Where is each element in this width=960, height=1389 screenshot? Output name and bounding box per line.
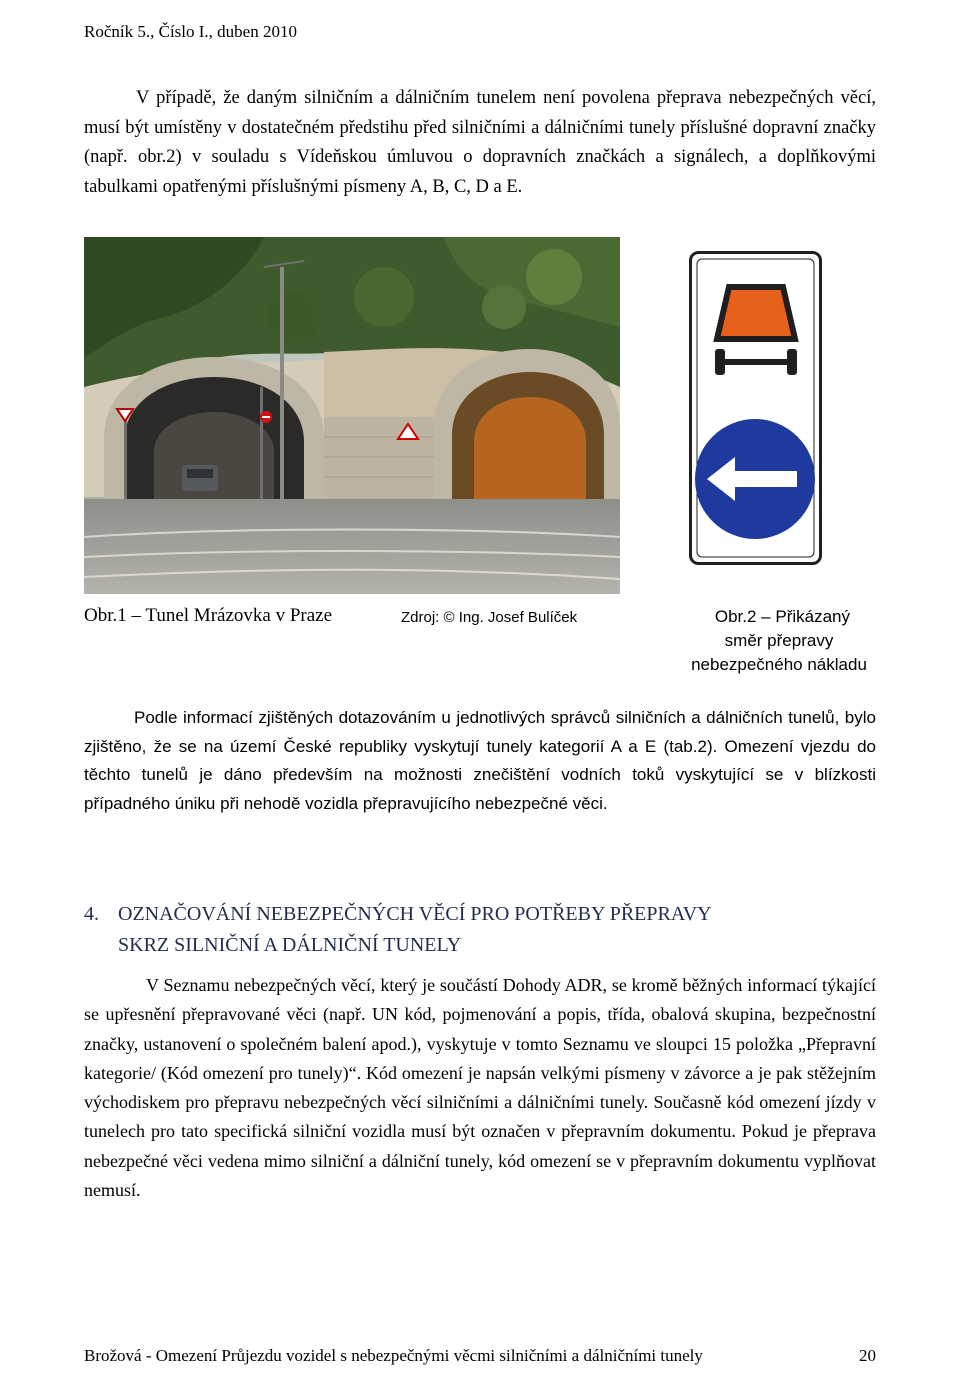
paragraph-adr: V Seznamu nebezpečných věcí, který je součástí Dohody ADR, se kromě běžných informací týkající se upřesnění přepravované věci (např. UN kód, pojmenování a popis, třída, obalová skupina, bezpečnostní značky, ustanovení o společném balení apod.), vyskytuje v tomto Seznamu ve sloupci 15 položka „Přepravní kategorie/ (Kód omezení pro tunely)“. Kód omezení je napsán velkými písmeny v závorce a je pak stěžejním východiskem pro přepravu nebezpečných věcí silničními a dálničními tunely. Současně kód omezení jízdy v tunelech pro tato specifická silniční vozidla musí být označen v přepravním dokumentu. Pokud je přeprava nebezpečné věci vedena mimo silniční a dálniční tunely, kód omezení se v přepravním dokumentu vyplňovat nemusí.	[84, 975, 876, 1201]
orange-plate-icon	[717, 287, 795, 339]
footer-text: Brožová - Omezení Průjezdu vozidel s nebezpečnými věcmi silničními a dálničními tunely	[84, 1346, 703, 1365]
page-header: Ročník 5., Číslo I., duben 2010	[84, 22, 297, 41]
figure2-caption-line1: Obr.2 – Přikázaný	[714, 607, 850, 626]
section-number: 4.	[84, 903, 99, 925]
page-footer	[84, 1346, 876, 1366]
tunnel-photo	[84, 237, 620, 594]
figure1-caption: Obr.1 – Tunel Mrázovka v Praze	[84, 605, 333, 626]
paragraph-intro: V případě, že daným silničním a dálničním tunelem není povolena přeprava nebezpečných věcí, musí být umístěny v dostatečném předstihu před silničními a dálničními tunely příslušné dopravní značky (např. obr.2) v souladu s Vídeňskou úmluvou o dopravních značkách a signálech, a doplňkovými tabulkami opatřenými příslušnými písmeny A, B, C, D a E.	[84, 88, 876, 197]
figure2-caption-line2: směr přepravy	[724, 631, 834, 650]
section-heading	[84, 899, 876, 961]
figure2-caption	[684, 605, 874, 677]
figure1-source: Zdroj: © Ing. Josef Bulíček	[401, 609, 578, 626]
section-title-line1: OZNAČOVÁNÍ NEBEZPEČNÝCH VĚCÍ PRO POTŘEBY PŘEPRAVY	[118, 903, 712, 925]
figure2-caption-line3: nebezpečného nákladu	[691, 655, 867, 674]
dangerous-goods-direction-sign	[689, 251, 822, 565]
section-title-line2: SKRZ SILNIČNÍ A DÁLNIČNÍ TUNELY	[118, 934, 462, 956]
page-number: 20	[859, 1346, 876, 1365]
paragraph-tunnel-info: Podle informací zjištěných dotazováním u jednotlivých správců silničních a dálničních tunelů, bylo zjištěno, že se na území České republiky vyskytují tunely kategorií A a E (tab.2). Omezení vjezdu do těchto tunelů je dáno především na možnosti znečištění vodních toků vyskytující se v blízkosti případného úniku při nehodě vozidla přepravujícího nebezpečné věci.	[84, 708, 876, 813]
